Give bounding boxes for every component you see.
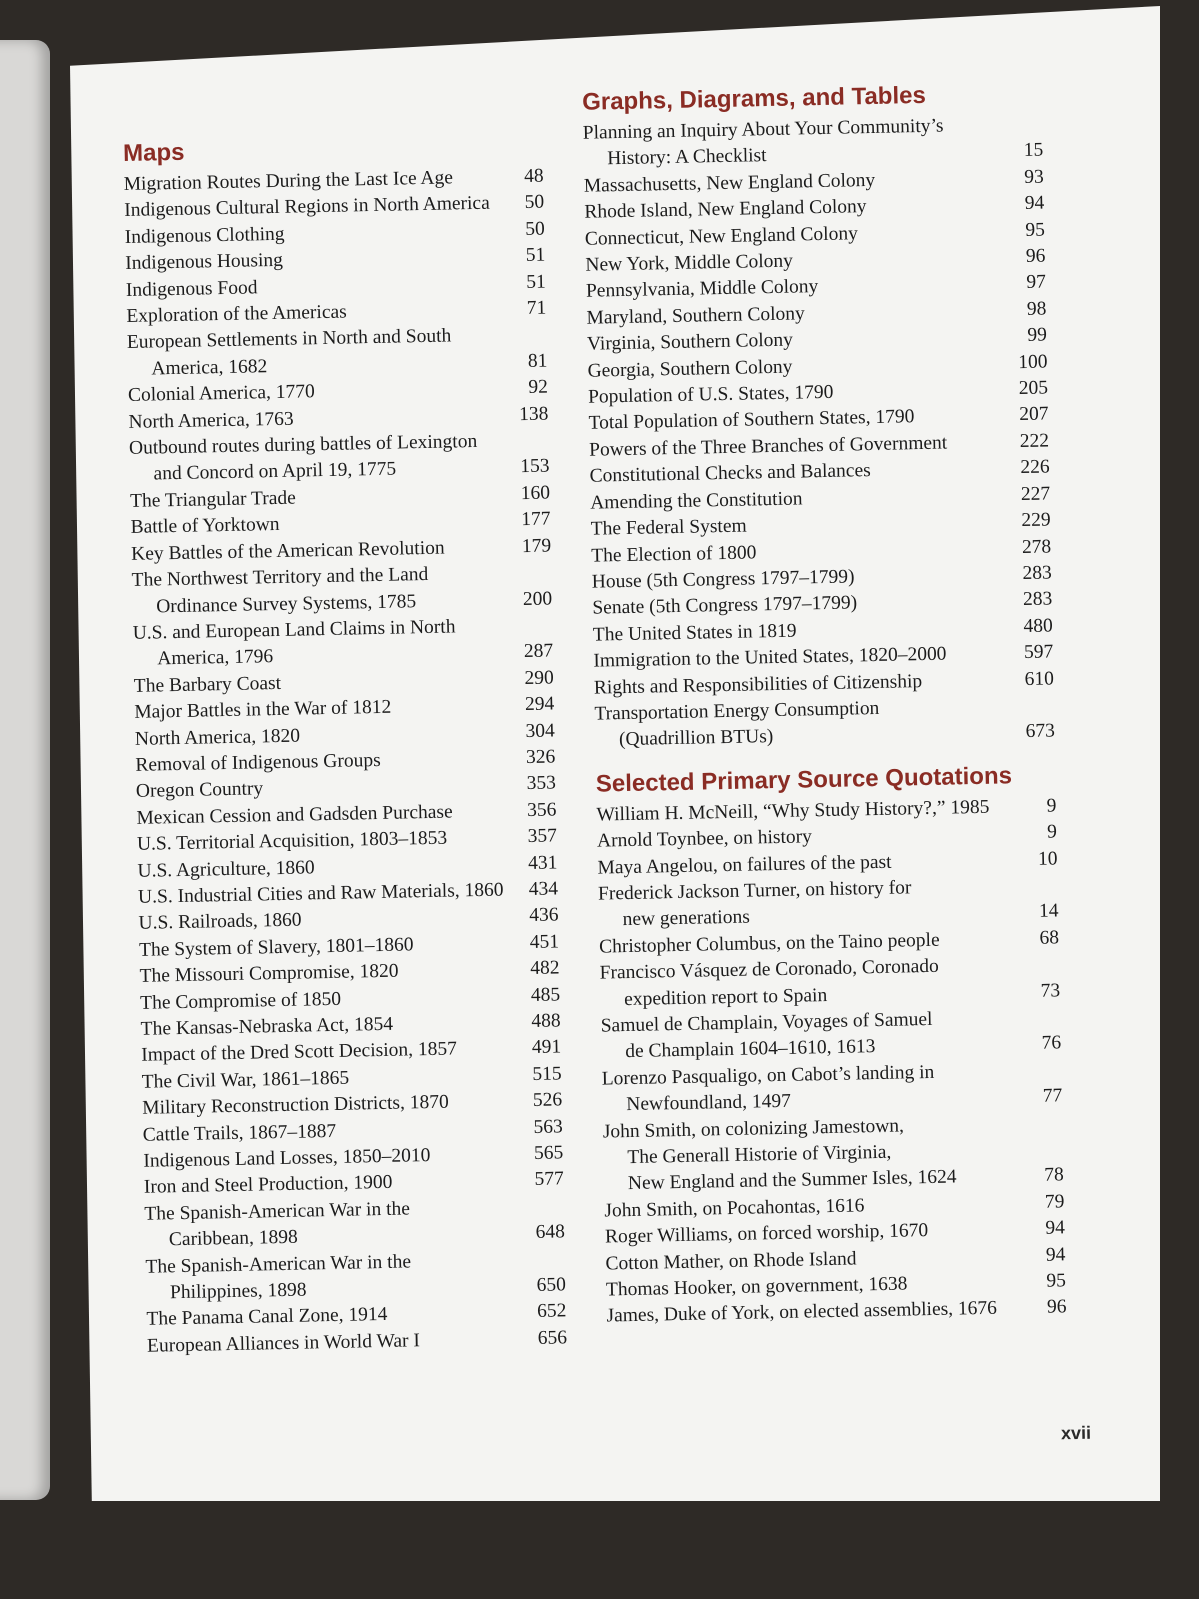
- entry-page-number: 68: [1039, 927, 1060, 949]
- entry-page-number: 179: [521, 535, 552, 557]
- entry-page-number: 482: [530, 957, 560, 980]
- toc-entry: [132, 612, 553, 673]
- entry-title: [602, 1058, 1017, 1119]
- toc-entry: [594, 692, 1055, 754]
- entry-title-line: Maryland, Southern Colony: [586, 303, 805, 329]
- toc-entry: [129, 428, 550, 489]
- entry-title-continuation: America, 1682: [151, 355, 268, 380]
- entry-title-continuation: History: A Checklist: [607, 145, 767, 170]
- entry-title-line: Senate (5th Congress 1797–1799): [592, 592, 858, 619]
- right-column: [582, 80, 1067, 1331]
- entry-title-line: Exploration of the Americas: [126, 301, 347, 327]
- entry-title-line: The Triangular Trade: [129, 487, 297, 512]
- entry-page-number: 77: [1042, 1085, 1063, 1107]
- entry-page-number: 9: [1046, 795, 1057, 817]
- entry-title-line: The Election of 1800: [591, 541, 757, 567]
- entry-page-number: 485: [530, 983, 561, 1006]
- entry-title-line: Indigenous Land Losses, 1850–2010: [143, 1145, 431, 1172]
- entry-title-line: U.S. Industrial Cities and Raw Materials, 1860: [137, 879, 504, 908]
- entry-page-number: 71: [526, 297, 547, 319]
- entry-title-line: Indigenous Clothing: [124, 223, 285, 248]
- entry-page-number: 488: [531, 1010, 561, 1032]
- entry-page-number: 283: [1022, 588, 1053, 611]
- toc-entry: [600, 1004, 1061, 1066]
- entry-title-continuation: expedition report to Spain: [623, 984, 828, 1010]
- entry-title-continuation: new generations: [622, 906, 751, 931]
- entry-page-number: 100: [1018, 351, 1048, 373]
- entry-title-line: New York, Middle Colony: [585, 250, 794, 276]
- maps-list: [123, 164, 567, 1360]
- toc-entry: [583, 112, 1044, 174]
- entry-title-line: European Alliances in World War I: [146, 1330, 421, 1357]
- entry-page-number: 177: [521, 508, 551, 531]
- entry-title-line: Population of U.S. States, 1790: [587, 381, 834, 408]
- entry-page-number: 94: [1024, 192, 1045, 215]
- entry-page-number: 205: [1018, 377, 1049, 400]
- entry-title-line: Migration Routes During the Last Ice Age: [123, 167, 454, 195]
- entry-page-number: 10: [1037, 847, 1058, 870]
- entry-title-continuation: and Concord on April 19, 1775: [153, 459, 397, 485]
- entry-page-number: 51: [526, 271, 546, 293]
- entry-title-line: Georgia, Southern Colony: [587, 356, 793, 382]
- entry-page-number: 9: [1046, 821, 1058, 843]
- entry-title-line: John Smith, on Pocahontas, 1616: [604, 1195, 865, 1222]
- entry-page-number: 356: [526, 799, 557, 821]
- entry-page-number: 160: [520, 482, 551, 504]
- entry-page-number: 51: [525, 244, 546, 267]
- entry-title-line: Cattle Trails, 1867–1887: [142, 1120, 337, 1146]
- entry-title-line: European Settlements in North and South: [126, 325, 452, 354]
- entry-title-line: The Missouri Compromise, 1820: [139, 960, 399, 988]
- entry-title-line: Outbound routes during battles of Lexington: [128, 431, 478, 459]
- quotations-heading: Selected Primary Source Quotations: [595, 762, 1013, 798]
- entry-page-number: 656: [537, 1327, 568, 1349]
- entry-title-line: Planning an Inquiry About Your Community’s: [582, 115, 944, 144]
- entry-page-number: 480: [1023, 615, 1053, 637]
- entry-title-line: The Civil War, 1861–1865: [141, 1067, 350, 1093]
- entry-title-line: The System of Slavery, 1801–1860: [138, 934, 414, 961]
- entry-page-number: 95: [1025, 219, 1046, 241]
- entry-title-line: Arnold Toynbee, on history: [596, 826, 813, 852]
- entry-page-number: 491: [531, 1036, 562, 1059]
- entry-page-number: 94: [1045, 1243, 1066, 1266]
- entry-page-number: 526: [532, 1089, 563, 1112]
- entry-page-number: 92: [528, 376, 549, 399]
- entry-title-continuation: New England and the Summer Isles, 1624: [627, 1166, 957, 1195]
- entry-title-line: John Smith, on colonizing Jamestown,: [602, 1115, 905, 1143]
- entry-title-line: The Spanish-American War in the: [145, 1251, 412, 1278]
- entry-page-number: 81: [527, 350, 548, 372]
- entry-title-line: Constitutional Checks and Balances: [589, 460, 871, 487]
- entry-title-continuation: Ordinance Survey Systems, 1785: [156, 590, 417, 617]
- entry-title-line: Total Population of Southern States, 1790: [588, 406, 915, 435]
- entry-title: [144, 1194, 515, 1254]
- entry-title-line: U.S. and European Land Claims in North: [132, 616, 456, 644]
- entry-title-line: Key Battles of the American Revolution: [130, 537, 445, 565]
- quotations-list: [596, 793, 1067, 1330]
- entry-title-line: Frederick Jackson Turner, on history for: [597, 877, 912, 905]
- entry-page-number: 283: [1022, 562, 1052, 584]
- entry-title-line: Impact of the Dred Scott Decision, 1857: [141, 1038, 458, 1067]
- entry-title-line: The Federal System: [590, 515, 747, 540]
- entry-title-line: Removal of Indigenous Groups: [135, 749, 381, 776]
- entry-page-number: 353: [526, 772, 557, 795]
- entry-title-continuation: The Generall Historie of Virginia,: [627, 1141, 892, 1169]
- graphs-heading: Graphs, Diagrams, and Tables: [581, 81, 927, 116]
- entry-title-line: Immigration to the United States, 1820–2000: [593, 643, 947, 672]
- entry-page-number: 200: [522, 587, 553, 610]
- entry-title-line: Christopher Columbus, on the Taino people: [598, 929, 940, 958]
- entry-title-line: U.S. Agriculture, 1860: [137, 856, 315, 882]
- graphs-list: [583, 112, 1056, 755]
- entry-page-number: 434: [528, 878, 559, 900]
- toc-entry: [127, 322, 548, 383]
- entry-page-number: 48: [523, 165, 544, 187]
- entry-title-line: U.S. Territorial Acquisition, 1803–1853: [136, 827, 448, 856]
- page-number: xvii: [1060, 1422, 1092, 1444]
- entry-page-number: 229: [1021, 509, 1051, 532]
- entry-title: [583, 112, 998, 173]
- entry-title-line: Rights and Responsibilities of Citizenship: [593, 670, 923, 699]
- entry-page-number: 14: [1038, 900, 1059, 923]
- entry-title-line: The Northwest Territory and the Land: [131, 564, 429, 591]
- entry-title-line: The Compromise of 1850: [139, 988, 342, 1014]
- entry-title-line: North America, 1820: [134, 725, 301, 750]
- entry-page-number: 652: [536, 1300, 567, 1323]
- entry-page-number: 565: [533, 1142, 564, 1164]
- entry-title-line: Major Battles in the War of 1812: [134, 696, 392, 723]
- entry-title-continuation: Caribbean, 1898: [168, 1226, 299, 1251]
- entry-title-line: Pennsylvania, Middle Colony: [585, 276, 819, 303]
- entry-page-number: 278: [1021, 535, 1052, 558]
- entry-page-number: 650: [536, 1274, 567, 1296]
- entry-title-line: Iron and Steel Production, 1900: [143, 1172, 393, 1199]
- entry-page-number: 436: [529, 904, 559, 927]
- entry-title-line: Indigenous Cultural Regions in North America: [124, 193, 490, 222]
- entry-page-number: 138: [518, 403, 549, 425]
- entry-title: [600, 1005, 1015, 1066]
- toc-entry: [598, 872, 1059, 934]
- toc-entry: [602, 1057, 1063, 1119]
- entry-page-number: 15: [1023, 139, 1044, 162]
- entry-title-line: Virginia, Southern Colony: [586, 329, 794, 355]
- entry-page-number: 226: [1020, 456, 1050, 479]
- entry-title: [129, 429, 500, 489]
- toc-entry: [603, 1110, 1064, 1198]
- entry-page-number: 50: [524, 191, 545, 214]
- toc-entry: [144, 1193, 565, 1254]
- entry-page-number: 97: [1026, 271, 1047, 294]
- entry-page-number: 79: [1044, 1191, 1065, 1213]
- entry-page-number: 451: [529, 931, 560, 953]
- entry-title-line: Francisco Vásquez de Coronado, Coronado: [599, 955, 939, 984]
- entry-page-number: 326: [525, 746, 556, 768]
- entry-page-number: 73: [1040, 979, 1061, 1002]
- entry-page-number: 94: [1045, 1217, 1066, 1239]
- entry-page-number: 597: [1023, 641, 1054, 664]
- entry-title-line: The Panama Canal Zone, 1914: [146, 1304, 388, 1331]
- facing-page-edge: [0, 40, 50, 1500]
- entry-title-line: Roger Williams, on forced worship, 1670: [604, 1220, 929, 1248]
- entry-title-line: Massachusetts, New England Colony: [583, 169, 876, 197]
- entry-title: [598, 873, 1013, 934]
- entry-title-line: Colonial America, 1770: [127, 381, 315, 407]
- toc-entry: [599, 952, 1060, 1014]
- entry-page-number: 515: [532, 1063, 562, 1085]
- entry-page-number: 76: [1041, 1032, 1062, 1055]
- entry-title-line: U.S. Railroads, 1860: [138, 909, 302, 935]
- maps-column: [123, 132, 567, 1360]
- entry-title-line: Military Reconstruction Districts, 1870: [142, 1091, 449, 1120]
- entry-title-line: Connecticut, New England Colony: [584, 222, 859, 250]
- entry-title-continuation: Newfoundland, 1497: [626, 1090, 792, 1116]
- entry-title-line: Transportation Energy Consumption: [594, 697, 880, 725]
- entry-page-number: 78: [1044, 1164, 1065, 1187]
- entry-page-number: 287: [523, 640, 554, 663]
- entry-title-line: Maya Angelou, on failures of the past: [597, 851, 892, 879]
- entry-title-line: Powers of the Three Branches of Government: [588, 432, 948, 461]
- entry-page-number: 50: [525, 218, 545, 240]
- entry-title: [145, 1247, 516, 1307]
- entry-title-line: The United States in 1819: [592, 620, 797, 646]
- entry-page-number: 294: [524, 693, 555, 716]
- entry-title-continuation: (Quadrillion BTUs): [618, 726, 774, 751]
- entry-title-line: Cotton Mather, on Rhode Island: [605, 1248, 857, 1275]
- toc-entry: [145, 1246, 566, 1307]
- entry-title-line: Lorenzo Pasqualigo, on Cabot’s landing in: [601, 1061, 935, 1090]
- entry-title-line: James, Duke of York, on elected assemblies, 1676: [606, 1298, 998, 1327]
- entry-title-continuation: de Champlain 1604–1610, 1613: [625, 1036, 876, 1063]
- entry-title-line: Amending the Constitution: [590, 488, 803, 514]
- entry-page-number: 99: [1027, 324, 1048, 347]
- entry-page-number: 227: [1020, 483, 1051, 505]
- entry-page-number: 673: [1025, 720, 1056, 743]
- entry-title-line: North America, 1763: [128, 408, 294, 433]
- entry-title-line: Samuel de Champlain, Voyages of Samuel: [600, 1008, 933, 1037]
- entry-page-number: 648: [535, 1221, 566, 1244]
- entry-page-number: 304: [525, 719, 555, 742]
- entry-title: [127, 323, 498, 383]
- entry-title-line: Indigenous Food: [125, 276, 258, 301]
- entry-title-line: Battle of Yorktown: [130, 514, 280, 539]
- entry-page-number: 95: [1046, 1270, 1067, 1292]
- entry-page-number: 357: [527, 825, 558, 848]
- entry-page-number: 98: [1026, 298, 1047, 320]
- entry-title-line: Rhode Island, New England Colony: [584, 196, 867, 223]
- entry-title-line: House (5th Congress 1797–1799): [591, 566, 855, 593]
- entry-title: [131, 561, 502, 621]
- entry-title: [599, 952, 1014, 1013]
- entry-title-line: William H. McNeill, “Why Study History?,” 1985: [596, 796, 990, 826]
- entry-title-line: Thomas Hooker, on government, 1638: [605, 1273, 908, 1301]
- entry-page-number: 610: [1024, 667, 1055, 690]
- maps-heading: Maps: [122, 138, 185, 167]
- entry-title: [132, 613, 503, 673]
- entry-page-number: 93: [1024, 166, 1044, 188]
- entry-title-line: The Kansas-Nebraska Act, 1854: [140, 1013, 394, 1040]
- entry-page-number: 290: [524, 667, 554, 689]
- entry-page-number: 222: [1019, 430, 1050, 452]
- entry-page-number: 207: [1019, 403, 1049, 426]
- entry-title: [603, 1111, 1019, 1199]
- entry-page-number: 96: [1025, 245, 1046, 267]
- entry-title-continuation: America, 1796: [157, 646, 274, 670]
- table-of-contents: [122, 79, 1098, 1408]
- entry-title-continuation: Philippines, 1898: [169, 1279, 307, 1304]
- entry-title: [594, 693, 1009, 754]
- entry-title-line: Indigenous Housing: [125, 250, 284, 275]
- entry-title-line: Oregon Country: [135, 778, 264, 803]
- entry-title-line: The Spanish-American War in the: [144, 1198, 411, 1225]
- entry-page-number: 577: [534, 1168, 565, 1191]
- entry-page-number: 431: [527, 851, 558, 874]
- entry-page-number: 96: [1046, 1296, 1067, 1319]
- entry-title-line: Mexican Cession and Gadsden Purchase: [136, 801, 453, 829]
- toc-entry: [131, 560, 552, 621]
- entry-page-number: 153: [520, 455, 550, 478]
- entry-title-line: The Barbary Coast: [133, 672, 282, 697]
- entry-page-number: 563: [533, 1115, 563, 1138]
